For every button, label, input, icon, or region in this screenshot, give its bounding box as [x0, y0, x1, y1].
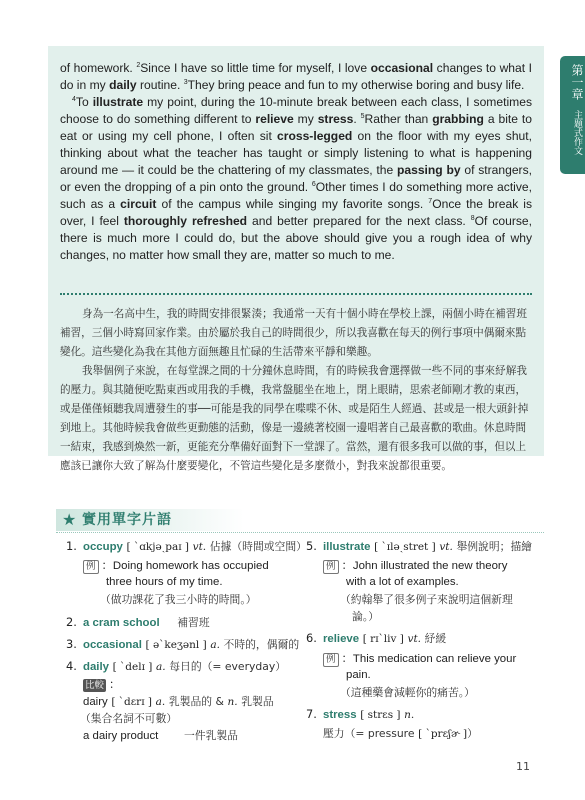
example-badge: 例 [323, 560, 339, 574]
vocab-entry-illustrate: 5. illustrate [ ˋɪləˏstret ] vt. 舉例說明；描繪 [306, 539, 533, 553]
vocab-entry-occupy: 1. occupy [ ˋɑkjəˏpaɪ ] vt. 佔據（時間或空間） [66, 539, 307, 553]
chinese-translation [60, 305, 532, 476]
stress-definition: 壓力（= pressure [ ˋprɛʃɚ ]） [323, 727, 478, 740]
english-paragraph-2: $^4$To illustrate my point, during the 10-minute break between each class, I sometimes choose to do something different to relieve my stress. $^5$Rather than grabbing a bite to eat or using my cell phone, I often sit cross-legged on the floor with my eyes shut, thinking about what the teacher has taught or simply listening to what is happening around me — it could be the chattering of my classmates, the passing by of strangers, or even the dropping of a pin onto the ground. $^6$Other times I do something more active, such as a circuit of the campus while singing my favorite songs. $^7$Once the break is over, I feel thoroughly refreshed and better prepared for the next class. $^8$Of course, there is much more I could do, but the above should give you a rough idea of why changes, no matter how small they are, matter so much to me. [60, 95, 533, 262]
dotted-divider [60, 293, 532, 295]
example-badge: 例 [83, 560, 99, 574]
english-passage [60, 60, 532, 264]
page-number: 11 [516, 760, 530, 773]
star-icon: ★ [62, 510, 77, 529]
side-section-label: 主題式作文 [572, 110, 582, 155]
vocab-entry-cram-school: 2. a cram school 補習班 [66, 615, 210, 629]
example-badge: 例 [323, 653, 339, 667]
vocab-column-right [306, 538, 544, 748]
chinese-paragraph-2: 我舉個例子來說，在每堂課之間的十分鐘休息時間，有的時候我會選擇做一些不同的事來紓解我的壓力。與其隨便吃點東西或用我的手機，我常盤腿坐在地上，閉上眼睛，思索老師剛才教的東西，或是僅僅傾聽我周遭發生的事──可能是我的同學在喋喋不休、或是陌生人經過、甚或是一根大頭針掉到地上。其他時候我會做些更動態的活動，像是一邊繞著校園一邊唱著自己最喜歡的歌曲。休息時間一結束，我感到煥然一新，更能充分準備好面對下一堂課了。當然，還有很多我可以做的事，但以上應該已讓你大致了解為什麼要變化，不管這些變化是多麼微小，對我來說都很重要。 [60, 365, 529, 472]
example-illustrate-translation-2: 論。） [352, 610, 379, 623]
chinese-paragraph-1: 身為一名高中生，我的時間安排很緊湊；我通常一天有十個小時在學校上課，兩個小時在補習班補習，三個小時寫回家作業。由於屬於我自己的時間很少，所以我喜歡在每天的例行事項中偶爾來點變化。這些變化為我在其他方面無趣且忙碌的生活帶來平靜和樂趣。 [60, 308, 527, 358]
reading-panel [48, 46, 544, 472]
example-illustrate: 例 ：John illustrated the new theory [323, 557, 561, 575]
example-occupy-line2: three hours of my time. [106, 576, 223, 588]
example-illustrate-translation: （約翰舉了很多例子來說明這個新理 [340, 593, 513, 606]
compare-dairy: dairy [ ˋdɛrɪ ] a. 乳製品的 & n. 乳製品 [83, 695, 274, 708]
vocab-entry-daily: 4. daily [ ˋdelɪ ] a. 每日的（= everyday） [66, 659, 287, 673]
vocab-section-header [48, 509, 544, 531]
vocab-entry-stress: 7. stress [ strɛs ] n. [306, 707, 415, 721]
vocab-entry-relieve: 6. relieve [ rɪˋliv ] vt. 紓緩 [306, 631, 447, 645]
vocab-entry-occasional: 3. occasional [ əˋkeʒənl ] a. 不時的，偶爾的 [66, 637, 300, 651]
vocab-title: 實用單字片語 [82, 512, 172, 528]
example-occupy: 例 ：Doing homework has occupied [83, 557, 319, 575]
compare-note: 比較 ： [85, 677, 121, 691]
example-relieve: 例 ：This medication can relieve your [323, 650, 561, 668]
vocab-header-rule [56, 532, 544, 533]
example-relieve-line2: pain. [346, 669, 371, 681]
english-paragraph-1: of homework. $^2$Since I have so little time for myself, I love occasional changes to what I do in my daily routine. $^3$They bring peace and fun to my otherwise boring and busy life. [60, 61, 533, 92]
example-occupy-translation: （做功課花了我三小時的時間。） [100, 593, 257, 606]
example-relieve-translation: （這種藥會減輕你的痛苦。） [340, 686, 475, 699]
dairy-example: a dairy product 一件乳製品 [83, 729, 238, 742]
example-illustrate-line2: with a lot of examples. [346, 576, 459, 588]
chapter-label: 第一章 [570, 64, 584, 100]
compare-badge: 比較 [85, 680, 105, 691]
dairy-note: （集合名詞不可數） [80, 712, 178, 725]
vocab-column-left [66, 538, 307, 748]
